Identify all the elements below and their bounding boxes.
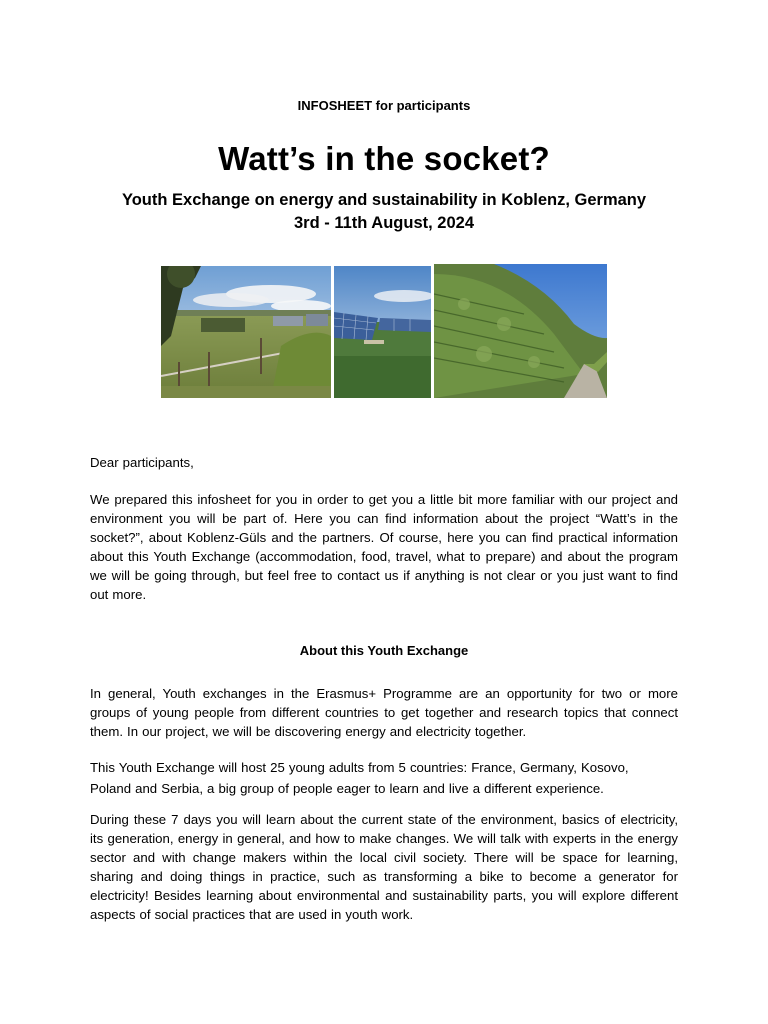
subtitle-topic: Youth Exchange on energy and sustainability in Koblenz, Germany <box>121 191 647 209</box>
solar-panels-photo <box>334 266 431 398</box>
subtitle-dates: 3rd - 11th August, 2024 <box>293 214 475 232</box>
greeting: Dear participants, <box>90 455 194 470</box>
vineyard-hillside-photo <box>434 264 607 398</box>
infosheet-label: INFOSHEET for participants <box>297 98 471 113</box>
photo-strip <box>0 264 768 398</box>
meadow-photo <box>161 266 331 398</box>
document-title: Watt’s in the socket? <box>218 140 550 177</box>
exchange-paragraph: In general, Youth exchanges in the Erasmus+ Programme are an opportunity for two or more groups of young people from different countries to get together and research topics that connect them. In our project, we will be discovering energy and electricity together. <box>90 686 678 739</box>
intro-paragraph: We prepared this infosheet for you in order to get you a little bit more familiar with our project and environment you will be part of. Here you can find information about the project “Watt’s in the socket?”, about Koblenz-Güls and the partners. Of course, here you can find practical information about this Youth Exchange (accommodation, food, travel, what to prepare) and about the program we will be going through, but feel free to contact us if anything is not clear or you just want to find out more. <box>90 492 678 602</box>
document-subtitle <box>0 189 768 235</box>
program-paragraph: During these 7 days you will learn about the current state of the environment, basics of electricity, its generation, energy in general, and how to make changes. We will talk with experts in the energy sector and with change makers within the local civil society. There will be space for learning, sharing and doing things in practice, such as transforming a bike to become a generator for electricity! Besides learning about environmental and sustainability parts, you will explore different aspects of social practices that are used in youth work. <box>90 812 678 922</box>
participants-line-1: This Youth Exchange will host 25 young adults from 5 countries: France, Germany, Kosovo, <box>90 760 629 775</box>
participants-line-2: Poland and Serbia, a big group of people eager to learn and live a different experience. <box>90 781 604 796</box>
participants-paragraph <box>90 757 678 799</box>
section-heading: About this Youth Exchange <box>299 643 469 658</box>
